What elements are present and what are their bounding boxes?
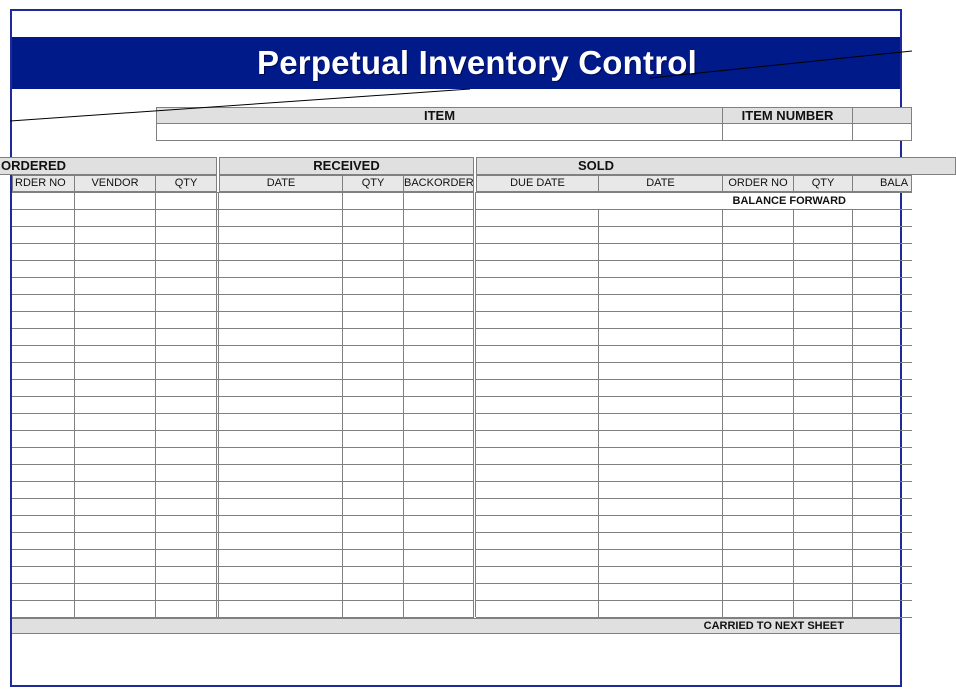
diagonal-line-left <box>10 89 470 121</box>
col-balance-label: BALA <box>880 177 909 189</box>
carried-to-next-sheet-label: CARRIED TO NEXT SHEET <box>703 620 844 632</box>
item-number-header-label: ITEM NUMBER <box>741 108 834 123</box>
col-sold-qty-label: QTY <box>811 177 835 189</box>
col-received-date-label: DATE <box>266 177 296 189</box>
col-sold-date-label: DATE <box>646 177 675 189</box>
diagonal-line-right <box>650 51 912 78</box>
col-received-qty-label: QTY <box>361 177 385 189</box>
col-sold-order-no-label: ORDER NO <box>728 177 788 189</box>
page-title: Perpetual Inventory Control <box>257 44 697 81</box>
col-vendor-label: VENDOR <box>91 177 139 189</box>
decorative-diagonal-lines <box>10 0 912 695</box>
form-sheet <box>1 0 912 695</box>
received-section-label: RECEIVED <box>313 158 380 173</box>
col-backorder-label: BACKORDER <box>404 177 474 189</box>
sold-section-label: SOLD <box>577 158 615 173</box>
balance-forward-label: BALANCE FORWARD <box>732 195 846 207</box>
ordered-section-label: ORDERED <box>1 158 67 173</box>
col-order-no-label: RDER NO <box>15 177 66 189</box>
document-frame <box>1 9 909 687</box>
col-due-date-label: DUE DATE <box>510 177 565 189</box>
col-ordered-qty-label: QTY <box>174 177 198 189</box>
item-header-label: ITEM <box>423 108 456 123</box>
